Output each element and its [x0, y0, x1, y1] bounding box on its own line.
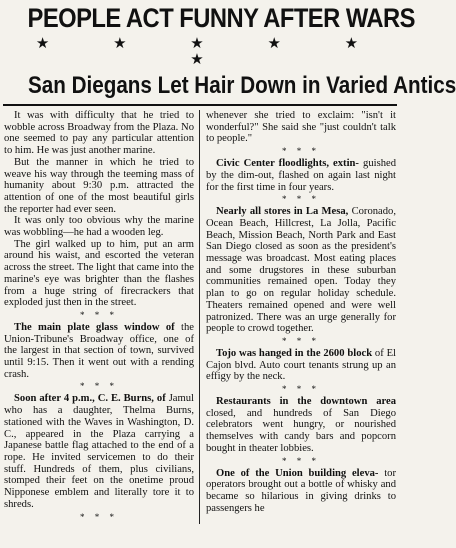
- paragraph: [206, 158, 396, 193]
- paragraph: whenever she tried to exclaim: "isn't it wonderful?" She said she "just couldn't talk to people.": [206, 110, 396, 145]
- paragraph-text: Coronado, Ocean Beach, Hillcrest, La Jolla, Pacific Beach, Mission Beach, North Park and East San Diego closed as soon as the president's message was broadcast. Most eating places and some drugstores in these suburban communities remained open. Today they plan to go on regular holiday schedule. Theaters remained opened and were well patronized. There was an urge generally for people to crowd together.: [206, 206, 396, 335]
- paragraph-text: guished by the dim-out, flashed on again last night for the first time in four years.: [206, 158, 396, 193]
- separator: * * *: [282, 384, 320, 395]
- article-body: [0, 110, 400, 524]
- paragraph: [4, 322, 194, 381]
- paragraph-text: the Union-Tribune's Broadway office, one of the largest in that section of town, survived until 9:15. Then it went out with a rending crash.: [4, 321, 194, 380]
- separator: * * *: [80, 309, 118, 320]
- subheadline: San Diegans Let Hair Down in Varied Antics: [28, 72, 456, 99]
- stars-divider: ★ ★ ★ ★ ★ ★: [35, 36, 389, 68]
- separator: * * *: [80, 511, 118, 522]
- paragraph: But the manner in which he tried to weave his way through the teeming mass of humanity about 9:30 p.m. attracted the attention of one of the most beautiful girls the reporter had ever seen.: [4, 156, 194, 215]
- newspaper-clipping: [0, 2, 456, 548]
- paragraph: The girl walked up to him, put an arm around his waist, and escorted the veteran across the street. The light that came into the marine's eye was brighter than the flashes from a huge string of firecrackers that exploded just then in the street.: [4, 238, 194, 309]
- separator: * * *: [282, 455, 320, 466]
- rule-divider: [3, 104, 397, 106]
- paragraph: [4, 393, 194, 510]
- paragraph: [206, 468, 396, 515]
- headline: PEOPLE ACT FUNNY AFTER WARS: [27, 3, 416, 33]
- paragraph: [206, 206, 396, 335]
- lead-in: Tojo was hanged in the 2600 block: [216, 347, 373, 359]
- paragraph: It was only too obvious why the marine was wobbling—he had a wooden leg.: [4, 215, 194, 239]
- lead-in: Restaurants in the downtown area: [216, 396, 396, 408]
- lead-in: Soon after 4 p.m., C. E. Burns, of: [14, 393, 166, 405]
- separator: * * *: [282, 194, 320, 205]
- paragraph: [206, 348, 396, 383]
- separator: * * *: [80, 381, 118, 392]
- lead-in: The main plate glass window of: [14, 321, 175, 333]
- column-left: [4, 110, 200, 524]
- paragraph-text: tor operators brought out a bottle of whisky and became so hilarious in giving drinks to passengers he: [206, 467, 396, 514]
- paragraph-text: Jamul who has a daughter, Thelma Burns, stationed with the Waves in Washington, D. C., appeared in the Plaza carrying a Japanese battle flag attached to the end of a rope. He invited servicemen to do their stuff. Hundreds of them, plus civilians, stomped their feet on the onetime proud Nipponese emblem and literally tore it to shreds.: [4, 393, 194, 510]
- column-right: [200, 110, 396, 524]
- lead-in: One of the Union building eleva-: [216, 467, 379, 479]
- separator: * * *: [282, 146, 320, 157]
- paragraph: [206, 396, 396, 455]
- lead-in: Civic Center floodlights, extin-: [216, 158, 359, 170]
- paragraph: It was with difficulty that he tried to wobble across Broadway from the Plaza. No one seemed to pay any particular attention to him. He was just another marine.: [4, 110, 194, 157]
- paragraph-text: of El Cajon blvd. Auto court tenants strung up an effigy by the neck.: [206, 347, 396, 383]
- paragraph-text: closed, and hundreds of San Diego celebrators went hungry, or nourished themselves with candy bars and popcorn bought in theater lobbies.: [206, 407, 396, 454]
- separator: * * *: [282, 335, 320, 346]
- lead-in: Nearly all stores in La Mesa,: [216, 206, 349, 218]
